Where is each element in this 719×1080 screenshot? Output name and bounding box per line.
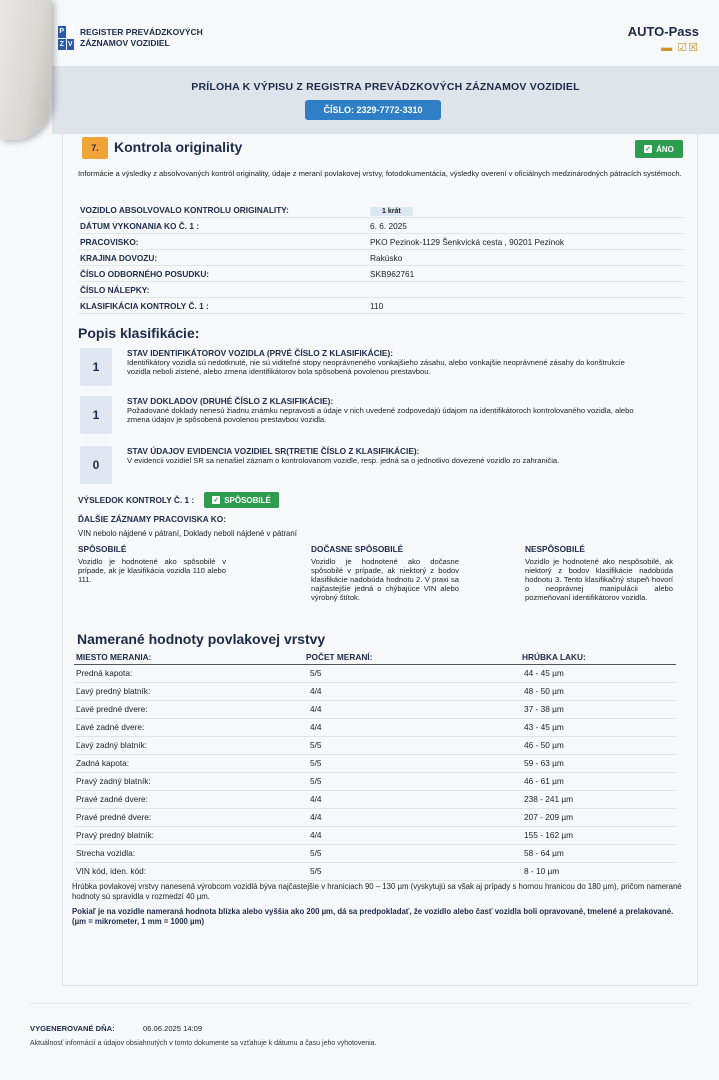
table-row — [74, 808, 676, 826]
info-row — [78, 298, 684, 314]
thickness-cell: 46 - 50 µm — [520, 736, 676, 754]
thickness-cell: 155 - 162 µm — [520, 826, 676, 844]
classification-number: 1 — [80, 348, 112, 386]
info-value: 6. 6. 2025 — [370, 221, 407, 231]
inspection-result — [78, 492, 279, 508]
car-check-icon: ▬ ☑☒ — [661, 42, 699, 54]
title-band — [52, 66, 719, 134]
table-row — [74, 736, 676, 754]
generated-label: VYGENEROVANÉ DŇA: — [30, 1024, 115, 1033]
legend-column — [311, 544, 459, 602]
table-header-row — [74, 650, 676, 664]
location-cell: Pravé zadné dvere: — [74, 790, 304, 808]
info-table — [78, 202, 684, 314]
measurements-body — [74, 664, 676, 880]
location-cell: Ľavý predný blatník: — [74, 682, 304, 700]
count-cell: 4/4 — [304, 790, 520, 808]
document-number-badge: ČÍSLO: 2329-7772-3310 — [305, 100, 441, 120]
count-cell: 4/4 — [304, 682, 520, 700]
count-cell: 4/4 — [304, 808, 520, 826]
thickness-cell: 207 - 209 µm — [520, 808, 676, 826]
table-row — [74, 664, 676, 682]
generated-value: 06.06.2025 14:09 — [143, 1024, 203, 1033]
info-row — [78, 218, 684, 234]
thickness-cell: 238 - 241 µm — [520, 790, 676, 808]
column-header: MIESTO MERANIA: — [74, 650, 304, 664]
info-label: KLASIFIKÁCIA KONTROLY Č. 1 : — [80, 301, 209, 311]
classification-heading: Popis klasifikácie: — [78, 325, 200, 341]
classification-desc: V evidencii vozidiel SR sa nenašiel záznam o kontrolovanom vozidle, resp. jedná sa o jednotlivo dovezené vozidlo zo zahraničia. — [127, 456, 560, 465]
classification-item — [78, 348, 684, 392]
classification-item — [78, 446, 684, 490]
thickness-cell: 59 - 63 µm — [520, 754, 676, 772]
info-value: 1 krát — [370, 207, 413, 216]
check-icon: ✓ — [213, 497, 220, 504]
classification-number: 1 — [80, 396, 112, 434]
thickness-cell: 58 - 64 µm — [520, 844, 676, 862]
info-label: PRACOVISKO: — [80, 237, 139, 247]
legend-desc: Vozidlo je hodnotené ako spôsobilé v prípade, ak je klasifikácia vozidla 110 alebo 111. — [78, 557, 226, 585]
result-badge — [204, 492, 279, 508]
footer-disclaimer: Aktuálnosť informácií a údajov obsiahnutých v tomto dokumente sa vzťahuje k dátumu a času jeho vyhotovenia. — [30, 1040, 377, 1047]
classification-number: 0 — [80, 446, 112, 484]
count-cell: 5/5 — [304, 862, 520, 880]
section-status-badge — [635, 140, 683, 158]
location-cell: Pravý zadný blatník: — [74, 772, 304, 790]
logo-letter: P — [58, 26, 66, 38]
table-row — [74, 826, 676, 844]
page-title: PRÍLOHA K VÝPISU Z REGISTRA PREVÁDZKOVÝCH ZÁZNAMOV VOZIDIEL — [191, 81, 580, 93]
classification-head: STAV IDENTIFIKÁTOROV VOZIDLA (PRVÉ ČÍSLO Z KLASIFIKÁCIE): — [127, 348, 393, 358]
table-row — [74, 772, 676, 790]
count-cell: 4/4 — [304, 718, 520, 736]
location-cell: VIN kód, iden. kód: — [74, 862, 304, 880]
footer-divider — [30, 1003, 690, 1004]
result-label: VÝSLEDOK KONTROLY Č. 1 : — [78, 495, 195, 505]
thickness-cell: 44 - 45 µm — [520, 664, 676, 682]
table-row — [74, 754, 676, 772]
count-cell: 5/5 — [304, 736, 520, 754]
info-label: VOZIDLO ABSOLVOVALO KONTROLU ORIGINALITY: — [80, 205, 289, 215]
legend-desc: Vozidlo je hodnotené ako dočasne spôsobilé v prípade, ak niektorý z bodov klasifikácie nadobúda hodnotu 2. V praxi sa najčastejšie jedná o chýbajúce VIN alebo výrobný štítok. — [311, 557, 459, 603]
table-row — [74, 844, 676, 862]
classification-desc: Identifikátory vozidla sú nedotknuté, nie sú viditeľné stopy neoprávneného vonkajšieho zásahu, alebo vonkajšie neoprávnené zásahy do konštrukcie vozidla neboli zistené, alebo zmena identifikátorov bola spôsobená povolenou prestavbou. — [127, 358, 625, 377]
legend-desc: Vozidlo je hodnotené ako nespôsobilé, ak niektorý z bodov klasifikácie nadobúda hodnotu 3. Tento klasifikačný stupeň hovorí o neoprávnej manipulácii alebo pozmeňovaní identifikátorov vozidla. — [525, 557, 673, 603]
thickness-note: Hrúbka povlakovej vrstvy nanesená výrobcom vozidlá býva najčastejšie v hraniciach 90 – 130 µm (vyskytujú sa však aj prípady s hornou hranicou do 180 µm), pričom namerané hodnoty sú spravidla v rozmedzí 40 µm. — [72, 882, 682, 901]
location-cell: Ľavé predné dvere: — [74, 700, 304, 718]
info-value: 110 — [370, 301, 384, 311]
location-cell: Predná kapota: — [74, 664, 304, 682]
legend-column — [525, 544, 673, 602]
section-status-text: ÁNO — [656, 144, 674, 154]
thickness-cell: 8 - 10 µm — [520, 862, 676, 880]
table-row — [74, 718, 676, 736]
classification-item — [78, 396, 684, 440]
brand-name: AUTO-Pass — [627, 24, 699, 39]
classification-head: STAV DOKLADOV (DRUHÉ ČÍSLO Z KLASIFIKÁCIE): — [127, 396, 334, 406]
info-label: ČÍSLO NÁLEPKY: — [80, 285, 150, 295]
other-records-value: VIN nebolo nájdené v pátraní, Doklady neboli nájdené v pátraní — [78, 529, 297, 538]
info-row — [78, 234, 684, 250]
location-cell: Zadná kapota: — [74, 754, 304, 772]
thickness-cell: 46 - 61 µm — [520, 772, 676, 790]
location-cell: Ľavý zadný blatník: — [74, 736, 304, 754]
info-row — [78, 250, 684, 266]
column-header: HRÚBKA LAKU: — [520, 650, 676, 664]
location-cell: Pravé predné dvere: — [74, 808, 304, 826]
logo-letter: Z — [58, 39, 66, 51]
page-curl — [0, 0, 52, 140]
column-header: POČET MERANÍ: — [304, 650, 520, 664]
count-cell: 4/4 — [304, 826, 520, 844]
table-row — [74, 700, 676, 718]
check-icon: ✓ — [645, 146, 652, 153]
registry-name-line2: ZÁZNAMOV VOZIDIEL — [80, 38, 170, 48]
section-title: Kontrola originality — [114, 139, 243, 155]
table-row — [74, 862, 676, 880]
legend-head: SPÔSOBILÉ — [78, 544, 127, 554]
registry-name — [80, 27, 203, 49]
section-intro: Informácie a výsledky z absolvovaných kontról originality, údaje z meraní povlakovej vrstvy, fotodokumentácia, výsledky overení v oficiálnych medzinárodných pátracích systémoch. — [78, 169, 682, 178]
legend-head: DOČASNE SPÔSOBILÉ — [311, 544, 404, 554]
count-cell: 4/4 — [304, 700, 520, 718]
registry-logo-mark — [58, 26, 74, 50]
info-label: ČÍSLO ODBORNÉHO POSUDKU: — [80, 269, 210, 279]
measurements-table — [74, 650, 676, 881]
logo-letter: V — [67, 39, 75, 51]
info-value: Rakúsko — [370, 253, 403, 263]
location-cell: Strecha vozidla: — [74, 844, 304, 862]
registry-name-line1: REGISTER PREVÁDZKOVÝCH — [80, 27, 203, 37]
count-cell: 5/5 — [304, 844, 520, 862]
registry-logo — [58, 26, 203, 50]
info-label: DÁTUM VYKONANIA KO Č. 1 : — [80, 221, 200, 231]
thickness-cell: 43 - 45 µm — [520, 718, 676, 736]
section-number: 7. — [82, 137, 108, 159]
thickness-warning: Pokiaľ je na vozidle nameraná hodnota blízka alebo vyššia ako 200 µm, dá sa predpokladať, že vozidlo alebo časť vozidla boli opravované, tmelené a prelakované. (µm = mikrometer, 1 mm = 1000 µm) — [72, 907, 674, 926]
location-cell: Pravý predný blatník: — [74, 826, 304, 844]
legend-column — [78, 544, 226, 584]
classification-desc: Požadované doklady nenesú žiadnu známku nepravosti a údaje v nich uvedené zodpovedajú údajom na identifikátoroch kontrolovaného vozidla, alebo zmena údajov je spôsobená povolenou prestavbou vozidla. — [127, 406, 634, 425]
autopass-logo — [628, 24, 699, 54]
info-row — [78, 202, 684, 218]
thickness-cell: 37 - 38 µm — [520, 700, 676, 718]
count-cell: 5/5 — [304, 664, 520, 682]
info-label: KRAJINA DOVOZU: — [80, 253, 158, 263]
other-records-label: ĎALŠIE ZÁZNAMY PRACOVISKA KO: — [78, 514, 226, 524]
count-cell: 5/5 — [304, 754, 520, 772]
info-value: SKB962761 — [370, 269, 415, 279]
table-row — [74, 790, 676, 808]
legend-head: NESPÔSOBILÉ — [525, 544, 585, 554]
location-cell: Ľavé zadné dvere: — [74, 718, 304, 736]
result-badge-text: SPÔSOBILÉ — [224, 495, 271, 505]
count-cell: 5/5 — [304, 772, 520, 790]
info-row — [78, 282, 684, 298]
table-row — [74, 682, 676, 700]
classification-head: STAV ÚDAJOV EVIDENCIA VOZIDIEL SR(TRETIE ČÍSLO Z KLASIFIKÁCIE): — [127, 446, 420, 456]
measurements-heading: Namerané hodnoty povlakovej vrstvy — [77, 631, 326, 647]
thickness-cell: 48 - 50 µm — [520, 682, 676, 700]
info-value: PKO Pezinok-1129 Šenkvická cesta , 90201 Pezinok — [370, 237, 565, 247]
info-row — [78, 266, 684, 282]
